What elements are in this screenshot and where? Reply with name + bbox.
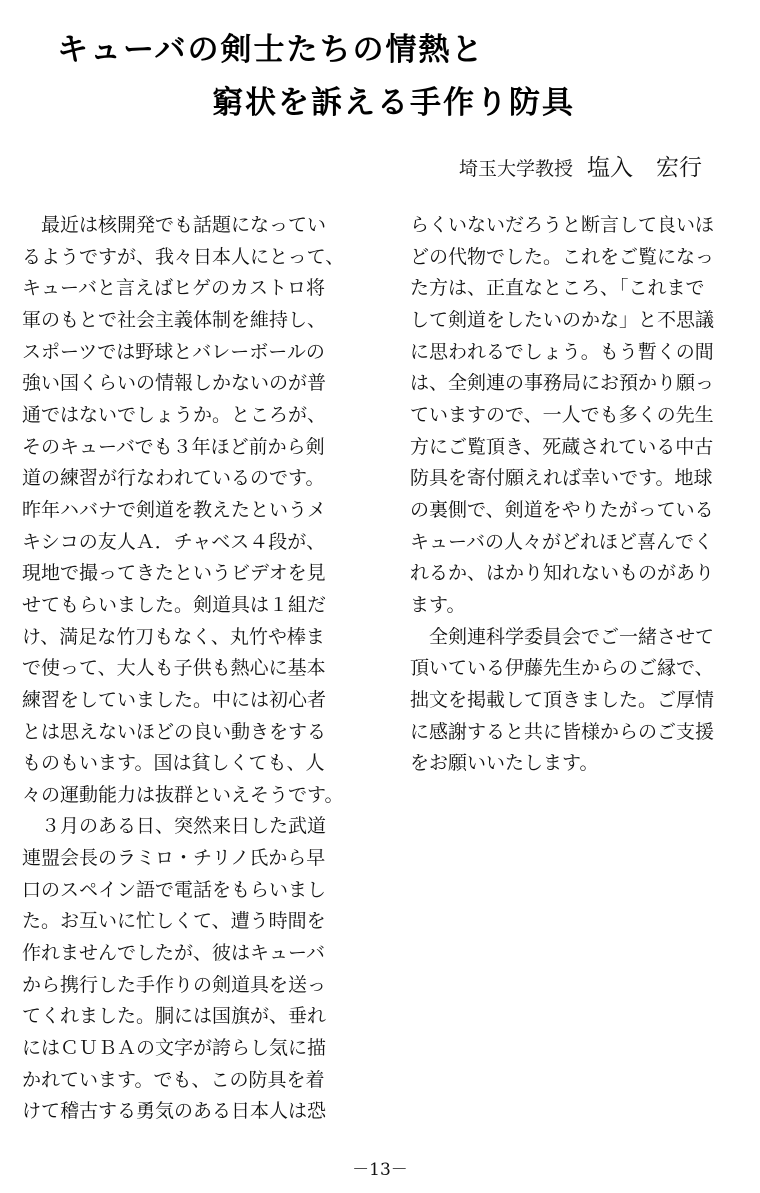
- text-line: どの代物でした。これをご覧になっ: [410, 245, 715, 268]
- text-line: 通ではないでしょうか。ところが、: [22, 403, 327, 426]
- text-line: 拙文を掲載して頂きました。ご厚情: [410, 688, 715, 711]
- text-line: け、満足な竹刀もなく、丸竹や棒ま: [22, 625, 325, 648]
- text-line: キシコの友人Ａ．チャベス４段が、: [22, 530, 326, 553]
- text-line: に感謝すると共に皆様からのご支援: [410, 720, 715, 743]
- text-line: 連盟会長のラミロ・チリノ氏から早: [22, 847, 326, 870]
- text-line: るようですが、我々日本人にとって、: [22, 245, 345, 268]
- text-line: 方にご覧頂き、死蔵されている中古: [410, 435, 714, 458]
- text-line: に思われるでしょう。もう暫くの間: [410, 340, 714, 363]
- text-line: ３月のある日、突然来日した武道: [22, 815, 327, 838]
- text-line: 全剣連科学委員会でご一緒させて: [410, 625, 715, 648]
- text-line: で使って、大人も子供も熱心に基本: [22, 657, 326, 680]
- text-line: をお願いいたします。: [410, 752, 599, 775]
- text-line: そのキューバでも３年ほど前から剣: [22, 435, 325, 458]
- text-line: 現地で撮ってきたというビデオを見: [22, 562, 326, 585]
- text-line: らくいないだろうと断言して良いほ: [410, 214, 715, 236]
- page-number: －13－: [352, 1160, 408, 1180]
- text-line: 作れませんでしたが、彼はキューバ: [22, 942, 326, 965]
- text-line: キューバと言えばヒゲのカストロ将: [22, 277, 326, 300]
- text-line: キューバの人々がどれほど喜んでく: [410, 530, 714, 553]
- text-line: スポーツでは野球とバレーボールの: [22, 340, 325, 363]
- article-title-line-2: 窮状を訴える手作り防具: [212, 85, 575, 121]
- text-line: 最近は核開発でも話題になってい: [22, 214, 327, 236]
- article-title-line-1: キューバの剣士たちの情熱と: [57, 32, 485, 68]
- body-column-right: [410, 210, 740, 780]
- text-line: 軍のもとで社会主義体制を維持し、: [22, 308, 327, 331]
- text-line: てくれました。胴には国旗が、垂れ: [22, 1005, 327, 1028]
- text-line: とは思えないほどの良い動きをする: [22, 720, 327, 743]
- text-line: ものもいます。国は貧しくても、人: [22, 752, 325, 775]
- text-line: 道の練習が行なわれているのです。: [22, 467, 325, 490]
- text-line: 強い国くらいの情報しかないのが普: [22, 372, 327, 395]
- text-line: 口のスペイン語で電話をもらいまし: [22, 878, 327, 901]
- text-line: 頂いている伊藤先生からのご縁で、: [410, 657, 714, 680]
- text-line: た。お互いに忙しくて、遭う時間を: [22, 910, 326, 933]
- text-line: 練習をしていました。中には初心者: [22, 688, 327, 711]
- text-line: して剣道をしたいのかな」と不思議: [410, 308, 715, 331]
- text-line: から携行した手作りの剣道具を送っ: [22, 973, 327, 996]
- text-line: 防具を寄付願えれば幸いです。地球: [410, 467, 713, 490]
- text-line: かれています。でも、この防具を着: [22, 1068, 325, 1091]
- text-line: けて稽古する勇気のある日本人は恐: [22, 1100, 327, 1123]
- text-line: ます。: [410, 593, 466, 616]
- text-line: は、全剣連の事務局にお預かり願っ: [410, 372, 715, 395]
- text-line: にはＣＵＢＡの文字が誇らし気に描: [22, 1037, 327, 1060]
- author-name: 塩入 宏行: [587, 155, 702, 181]
- text-line: た方は、正直なところ、「これまで: [410, 277, 705, 300]
- body-column-left: [22, 210, 352, 1128]
- text-line: の裏側で、剣道をやりたがっている: [410, 498, 714, 521]
- byline: [459, 150, 702, 188]
- text-line: れるか、はかり知れないものがあり: [410, 562, 715, 585]
- text-line: ていますので、一人でも多くの先生: [410, 403, 714, 426]
- text-line: 昨年ハバナで剣道を教えたというメ: [22, 498, 327, 521]
- text-line: せてもらいました。剣道具は１組だ: [22, 593, 327, 616]
- text-line: 々の運動能力は抜群といえそうです。: [22, 783, 344, 806]
- author-affiliation: 埼玉大学教授: [458, 158, 573, 180]
